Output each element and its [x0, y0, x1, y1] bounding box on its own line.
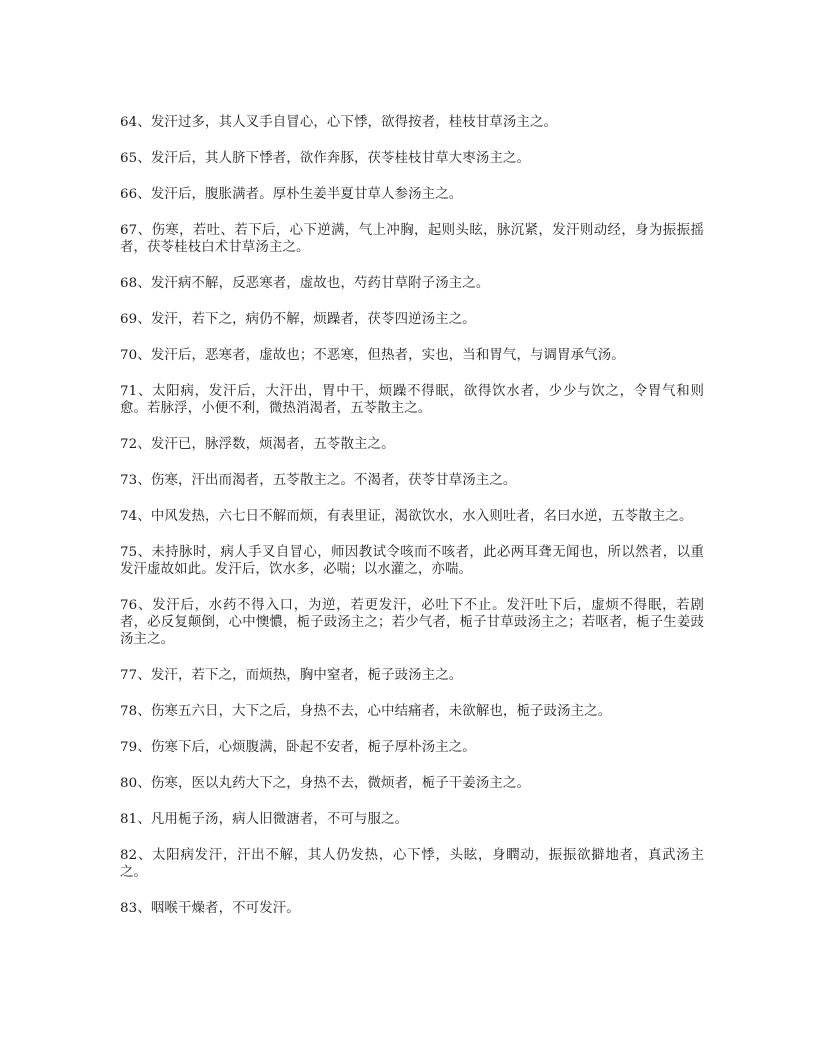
paragraph-80: 80、伤寒，医以丸药大下之，身热不去，微烦者，栀子干姜汤主之。 — [120, 776, 531, 791]
paragraph-66: 66、发汗后，腹胀满者。厚朴生姜半夏甘草人参汤主之。 — [120, 187, 463, 202]
paragraph-76: 76、发汗后，水药不得入口，为逆，若更发汗，必吐下不止。发汗吐下后，虚烦不得眠，若剧者，必反复颠倒，心中懊憹，栀子豉汤主之；若少气者，栀子甘草豉汤主之；若呕者，栀子生姜豉汤主之。 — [120, 598, 704, 647]
paragraph-75: 75、未持脉时，病人手叉自冒心，师因教试令咳而不咳者，此必两耳聋无闻也，所以然者，以重发汗虚故如此。发汗后，饮水多，必喘；以水灌之，亦喘。 — [120, 545, 704, 577]
paragraph-71: 71、太阳病，发汗后，大汗出，胃中干，烦躁不得眠，欲得饮水者，少少与饮之，令胃气和则愈。若脉浮，小便不利，微热消渴者，五苓散主之。 — [120, 384, 704, 416]
paragraph-72: 72、发汗已，脉浮数，烦渴者，五苓散主之。 — [120, 437, 395, 452]
paragraph-67: 67、伤寒，若吐、若下后，心下逆满，气上冲胸，起则头眩，脉沉紧，发汗则动经，身为振振摇者，茯苓桂枝白术甘草汤主之。 — [120, 223, 704, 255]
paragraph-83: 83、咽喉干燥者，不可发汗。 — [120, 901, 300, 916]
paragraph-65: 65、发汗后，其人脐下悸者，欲作奔豚，茯苓桂枝甘草大枣汤主之。 — [120, 151, 531, 166]
paragraph-68: 68、发汗病不解，反恶寒者，虚故也，芍药甘草附子汤主之。 — [120, 276, 490, 291]
paragraph-79: 79、伤寒下后，心烦腹满，卧起不安者，栀子厚朴汤主之。 — [120, 740, 476, 755]
paragraph-69: 69、发汗，若下之，病仍不解，烦躁者，茯苓四逆汤主之。 — [120, 312, 476, 327]
paragraph-74: 74、中风发热，六七日不解而烦，有表里证，渴欲饮水，水入则吐者，名曰水逆，五苓散主之。 — [120, 509, 693, 524]
paragraph-78: 78、伤寒五六日，大下之后，身热不去，心中结痛者，未欲解也，栀子豉汤主之。 — [120, 704, 612, 719]
paragraph-73: 73、伤寒，汗出而渴者，五苓散主之。不渴者，茯苓甘草汤主之。 — [120, 473, 517, 488]
paragraph-70: 70、发汗后，恶寒者，虚故也；不恶寒，但热者，实也，当和胃气，与调胃承气汤。 — [120, 348, 625, 363]
paragraph-82: 82、太阳病发汗，汗出不解，其人仍发热，心下悸，头眩，身瞤动，振振欲擗地者，真武汤主之。 — [120, 848, 704, 880]
paragraph-64: 64、发汗过多，其人叉手自冒心，心下悸，欲得按者，桂枝甘草汤主之。 — [120, 115, 558, 130]
document-page — [120, 114, 704, 936]
paragraph-81: 81、凡用栀子汤，病人旧微溏者，不可与服之。 — [120, 812, 409, 827]
paragraph-77: 77、发汗，若下之，而烦热，胸中窒者，栀子豉汤主之。 — [120, 668, 463, 683]
